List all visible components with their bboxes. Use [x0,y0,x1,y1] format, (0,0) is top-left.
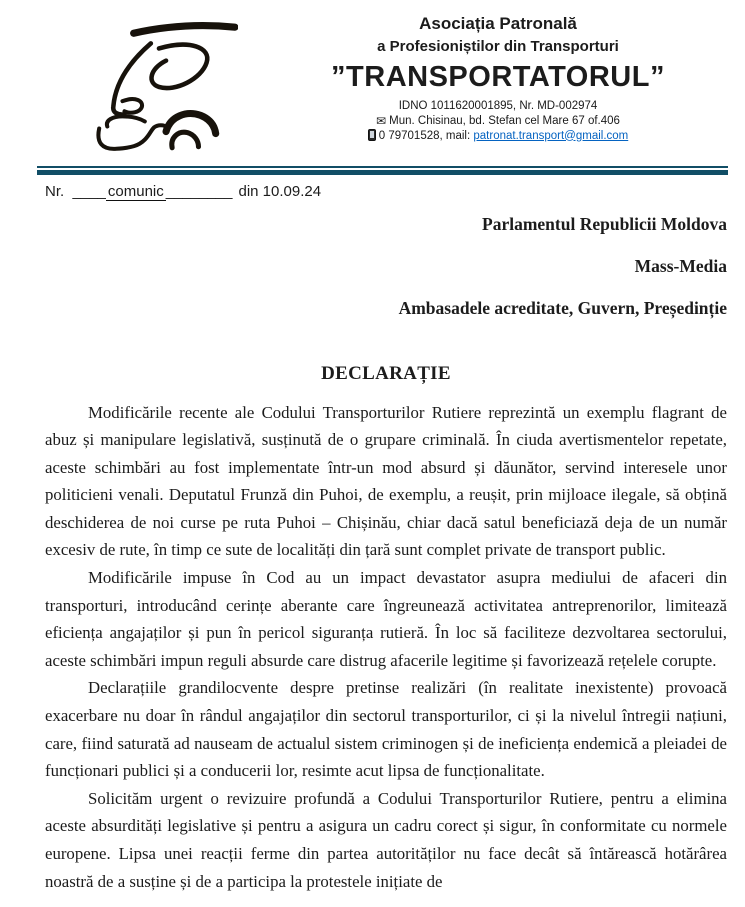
reference-date: din 10.09.24 [238,182,322,200]
envelope-icon: ✉ [376,113,387,128]
phone-line [252,129,744,144]
header-rule [37,166,728,175]
org-header [252,12,744,143]
org-name-line1: Asociația Patronală [419,14,577,33]
header-rule-thick [37,170,728,175]
document-title: DECLARAȚIE [321,362,451,384]
idno-line: IDNO 1011620001895, Nr. MD-002974 [398,100,598,112]
recipient-parliament: Parlamentul Republicii Moldova [482,213,727,234]
phone-text: 0 79701528, mail: [378,129,471,142]
reference-blank-after: ________ [165,182,233,200]
recipients-block [45,213,727,320]
body-paragraph-2: Modificările impuse în Cod au un impact devastator asupra mediului de afaceri din transporturi, introducând cerințe aberante care îngreunează activitatea antreprenorilor, limitează eficiența angajaților și pun în pericol siguranța rutieră. În loc să faciliteze dezvoltarea sectorului, aceste schimbări impun reguli absurde care distrug afacerile legitime și favorizează rețelele corupte. [45,568,727,670]
car-sketch-logo [86,18,238,160]
reference-number: comunic [107,182,164,200]
header-rule-thin [37,166,728,168]
recipient-embassies: Ambasadele acreditate, Guvern, Președinție [398,297,727,318]
reference-label: Nr. [45,182,65,200]
reference-blank-before: ____ [72,182,106,200]
body-paragraph-1: Modificările recente ale Codului Transporturilor Rutiere reprezintă un exemplu flagrant de abuz și manipulare legislativă, susținută de o grupare criminală. În ciuda avertismentelor repetate, aceste schimbări au fost implementate într-un mod absurd și dăunător, servind interesele unor politicieni venali. Deputatul Frunză din Puhoi, de exemplu, a reușit, prin mijloace ilegale, să obțină deschiderea de noi curse pe ruta Puhoi – Chișinău, chiar dacă satul beneficiază deja de un număr excesiv de rute, în timp ce sute de localități din țară sunt complet private de transport public. [45,402,727,560]
reference-line [45,182,745,201]
body-paragraph-4: Solicităm urgent o revizuire profundă a Codului Transporturilor Rutiere, pentru a elimina aceste absurdități legislative și pentru a asigura un cadru corect și sigur, în conformitate cu normele europene. Lipsa unei reacții ferme din partea autorităților nu face decât să întărească hotărârea noastră de a susține și de a participa la protestele inițiate de [45,788,727,891]
document-body [45,399,727,896]
org-brand-name: ”TRANSPORTATORUL” [331,61,665,93]
org-name-line2: a Profesioniștilor din Transporturi [377,38,619,55]
recipient-mass-media: Mass-Media [634,255,727,276]
email-link[interactable]: patronat.transport@gmail.com [473,129,629,142]
address-text: Mun. Chisinau, bd. Stefan cel Mare 67 of.406 [389,114,620,127]
letterhead [0,0,745,166]
car-sketch-icon [86,18,238,160]
address-line [252,114,744,129]
phone-icon [368,129,376,141]
body-paragraph-3: Declarațiile grandilocvente despre pretinse realizări (în realitate inexistente) provoacă exacerbare nu doar în rândul angajaților din sectorul transporturilor, ci și la nivelul întregii națiuni, care, fiind saturată ad nauseam de actualul sistem criminogen și de ineficiența endemică a pleiadei de funcționari publici și a conducerii lor, resimte acut lipsa de funcționalitate. [45,678,727,781]
